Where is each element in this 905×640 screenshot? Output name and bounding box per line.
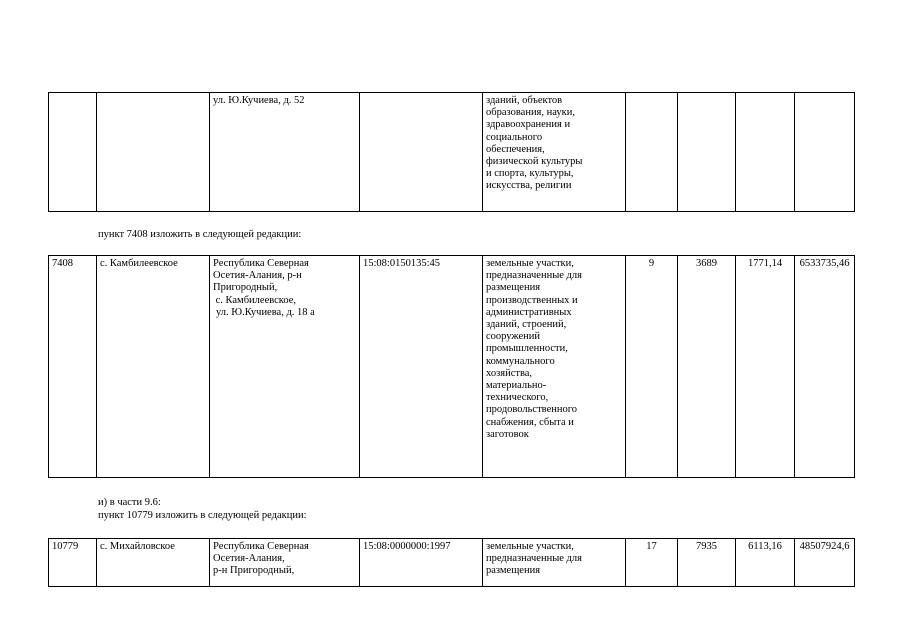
cell-cadastral: 15:08:0000000:1997 (360, 539, 483, 587)
cell-specific-value (736, 93, 795, 212)
cell-purpose (483, 539, 626, 587)
cell-number: 10779 (49, 539, 97, 587)
purpose-line: зданий, объектов (486, 95, 563, 106)
purpose-line: промышленности, (486, 343, 568, 355)
address-line: Республика Северная (213, 258, 309, 269)
cell-settlement (97, 93, 210, 212)
purpose-line: искусства, религии (486, 180, 572, 192)
address-line: Осетия-Алания, р-н (213, 270, 302, 282)
purpose-line: коммунального (486, 355, 555, 367)
paragraph-section-9-6: и) в части 9.6: (98, 497, 161, 508)
purpose-line: предназначенные для (486, 553, 582, 565)
table-fragment-2 (48, 255, 855, 478)
cell-address (210, 93, 360, 212)
cell-address (210, 256, 360, 478)
cell-cadastral-value: 48507924,6 (795, 539, 855, 587)
cell-area: 7935 (678, 539, 736, 587)
purpose-line: административных (486, 306, 572, 318)
cell-specific-value: 6113,16 (736, 539, 795, 587)
purpose-line: хозяйства, (486, 367, 533, 379)
purpose-line: образования, науки, (486, 107, 575, 119)
purpose-line: предназначенные для (486, 270, 582, 282)
cell-cadastral-value: 6533735,46 (795, 256, 855, 478)
cell-area (678, 93, 736, 212)
cell-settlement: с. Михайловское (97, 539, 210, 587)
cell-number: 7408 (49, 256, 97, 478)
address-line: Республика Северная (213, 541, 309, 552)
table-row (49, 93, 855, 212)
cell-settlement: с. Камбилеевское (97, 256, 210, 478)
purpose-line: технического, (486, 392, 549, 404)
cell-specific-value: 1771,14 (736, 256, 795, 478)
paragraph-instruction-10779: пункт 10779 изложить в следующей редакции: (98, 510, 307, 521)
purpose-line: физической культуры (486, 156, 583, 168)
table-row (49, 539, 855, 587)
purpose-line: земельные участки, (486, 258, 574, 269)
cell-area: 3689 (678, 256, 736, 478)
cell-zone: 9 (626, 256, 678, 478)
purpose-line: материально- (486, 380, 547, 392)
purpose-line: зданий, строений, (486, 319, 567, 331)
cell-purpose (483, 256, 626, 478)
address-line: р-н Пригородный, (213, 565, 295, 577)
cell-cadastral (360, 93, 483, 212)
purpose-line: социального (486, 131, 543, 143)
purpose-line: заготовок (486, 428, 529, 440)
address-line: ул. Ю.Кучиева, д. 18 а (216, 306, 315, 318)
cell-cadastral-value (795, 93, 855, 212)
purpose-line: здравоохранения и (486, 119, 571, 131)
purpose-line: сооружений (486, 331, 541, 343)
purpose-line: земельные участки, (486, 541, 574, 552)
table-fragment-3 (48, 538, 855, 587)
cell-purpose (483, 93, 626, 212)
address-line: Осетия-Алания, (213, 553, 285, 565)
paragraph-instruction-7408: пункт 7408 изложить в следующей редакции: (98, 229, 302, 240)
purpose-line: снабжения, сбыта и (486, 416, 574, 428)
cell-cadastral: 15:08:0150135:45 (360, 256, 483, 478)
address-line: Пригородный, (213, 282, 278, 294)
cell-zone (626, 93, 678, 212)
purpose-line: обеспечения, (486, 143, 545, 155)
cell-address (210, 539, 360, 587)
cell-number (49, 93, 97, 212)
address-line: с. Камбилеевское, (213, 294, 297, 306)
purpose-line: продовольственного (486, 404, 578, 416)
cell-zone: 17 (626, 539, 678, 587)
table-fragment-1 (48, 92, 855, 212)
address-line: ул. Ю.Кучиева, д. 52 (213, 95, 305, 106)
purpose-line: и спорта, культуры, (486, 168, 574, 180)
table-row (49, 256, 855, 478)
purpose-line: размещения (486, 565, 541, 577)
purpose-line: производственных и (486, 294, 578, 306)
purpose-line: размещения (486, 282, 541, 294)
